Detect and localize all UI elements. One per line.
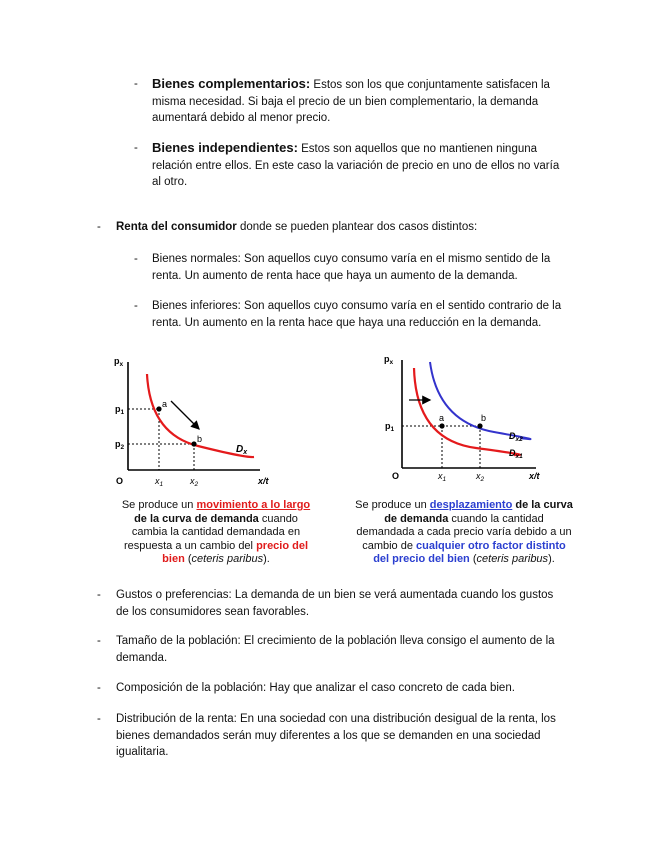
list-bullet: -	[134, 142, 138, 154]
figure-caption-movement	[110, 499, 322, 567]
independientes-text: Estos son aquellos que no mantienen ninguna	[297, 143, 538, 155]
gustos-text: Gustos o preferencias: La demanda de un bien se verá aumentada cuando los gustos	[116, 589, 554, 601]
caption-text: demandada a cada precio varía debido a un	[356, 526, 572, 538]
tick-x1: $x_1$	[438, 471, 447, 483]
point-b	[191, 441, 196, 446]
caption-text: ).	[548, 553, 555, 565]
caption-text: respuesta a un cambio del	[123, 539, 257, 552]
caption-text: cuando la cantidad	[448, 512, 544, 525]
tick-x1: $x_1$	[155, 476, 164, 488]
tamano-text: demanda.	[116, 651, 168, 664]
curve-label-dx1: $D_{x1}$	[509, 448, 523, 460]
tick-x2: $x_2$	[190, 476, 199, 488]
caption-highlight: precio del	[256, 539, 309, 552]
inferiores-text: Bienes inferiores: Son aquellos cuyo consumo varía en el sentido contrario de la	[152, 300, 562, 312]
independientes-paragraph	[152, 140, 592, 191]
list-bullet: -	[97, 713, 101, 725]
label-b: b	[481, 413, 487, 423]
curve-label-dx: $D_x$	[236, 444, 248, 456]
tick-x2: $x_2$	[476, 471, 485, 483]
distribucion-text: igualitaria.	[116, 746, 169, 758]
list-bullet: -	[134, 253, 138, 265]
tick-p1: $p_1$	[115, 404, 125, 416]
caption-text: Se produce un	[355, 499, 430, 511]
demand-shift-chart	[376, 348, 551, 490]
caption-text: cambia la cantidad demandada en	[131, 526, 301, 538]
list-bullet: -	[97, 221, 101, 233]
complementarios-text: misma necesidad. Si baja el precio de un bien complementario, la demanda	[152, 95, 539, 108]
gustos-text: de los consumidores sean favorables.	[116, 605, 310, 618]
caption-text: ceteris paribus	[476, 553, 549, 565]
list-bullet: -	[97, 635, 101, 647]
caption-text: (	[469, 553, 477, 565]
gustos-paragraph	[116, 587, 596, 620]
renta-paragraph	[116, 219, 596, 236]
y-axis-label: $p_x$	[384, 354, 394, 366]
demand-movement-chart	[110, 352, 280, 494]
complementarios-text: aumentará debido al menor precio.	[152, 112, 331, 124]
inferiores-text: renta. Un aumento en la renta hace que haya una reducción en la demanda.	[152, 316, 542, 329]
caption-highlight: movimiento a lo largo	[196, 499, 311, 511]
tamano-text: Tamaño de la población: El crecimiento de la población lleva consigo el aumento de la	[116, 635, 555, 647]
y-axis-label: $p_x$	[114, 356, 124, 368]
normales-paragraph	[152, 251, 592, 284]
complementarios-paragraph	[152, 76, 592, 127]
point-b	[477, 423, 482, 428]
label-a: a	[162, 399, 168, 409]
curve-label-dx2: $D_{x2}$	[509, 431, 523, 443]
list-bullet: -	[134, 300, 138, 312]
caption-highlight: cualquier otro factor distinto	[416, 539, 566, 552]
distribucion-text: Distribución de la renta: En una sociedad con una distribución desigual de la renta, los	[116, 713, 556, 725]
caption-highlight: bien	[162, 553, 185, 565]
list-bullet: -	[134, 78, 138, 90]
complementarios-term: Bienes complementarios:	[152, 76, 311, 91]
caption-text: de la curva de demanda	[134, 512, 259, 525]
composicion-text: Composición de la población: Hay que analizar el caso concreto de cada bien.	[116, 682, 515, 694]
inferiores-paragraph	[152, 298, 592, 331]
complementarios-text: Estos son los que conjuntamente satisfacen la	[310, 79, 550, 91]
caption-text: (	[184, 553, 192, 565]
distribucion-text: bienes demandados serán muy diferentes a los que se demanden en una sociedad	[116, 729, 541, 742]
distribucion-paragraph	[116, 711, 596, 761]
label-a: a	[439, 413, 445, 423]
demand-curve-dx1	[414, 368, 520, 455]
caption-text: cambio de	[362, 539, 417, 552]
normales-text: renta. Un aumento de renta hace que haya un aumento de la demanda.	[152, 269, 518, 282]
movement-arrow	[171, 401, 199, 429]
caption-highlight: del precio del bien	[373, 553, 470, 565]
renta-text: donde se pueden plantear dos casos distintos:	[236, 221, 478, 233]
caption-text: de la curva	[512, 499, 573, 511]
independientes-text: al otro.	[152, 176, 188, 188]
caption-text: de demanda	[384, 512, 449, 525]
figure-caption-shift	[348, 499, 580, 567]
caption-text: ).	[263, 553, 270, 565]
tick-p1: $p_1$	[385, 421, 395, 433]
x-axis-label: x/t	[529, 471, 540, 481]
caption-text: ceteris paribus	[191, 553, 264, 565]
origin-label: O	[116, 476, 124, 486]
independientes-text: relación entre ellos. En este caso la variación de precio en uno de ellos no varía	[152, 159, 560, 172]
origin-label: O	[392, 471, 400, 481]
tick-p2: $p_2$	[115, 439, 125, 451]
caption-text: cuando	[258, 512, 298, 525]
caption-text: Se produce un	[121, 499, 197, 511]
tamano-paragraph	[116, 633, 596, 666]
x-axis-label: x/t	[258, 476, 269, 486]
renta-term: Renta del consumidor	[116, 221, 237, 233]
independientes-term: Bienes independientes:	[152, 140, 298, 155]
point-a	[439, 423, 444, 428]
normales-text: Bienes normales: Son aquellos cuyo consumo varía en el mismo sentido de la	[152, 253, 551, 265]
list-bullet: -	[97, 682, 101, 694]
caption-highlight: desplazamiento	[429, 499, 513, 511]
label-b: b	[197, 434, 203, 444]
point-a	[156, 406, 161, 411]
composicion-paragraph	[116, 680, 596, 697]
list-bullet: -	[97, 589, 101, 601]
